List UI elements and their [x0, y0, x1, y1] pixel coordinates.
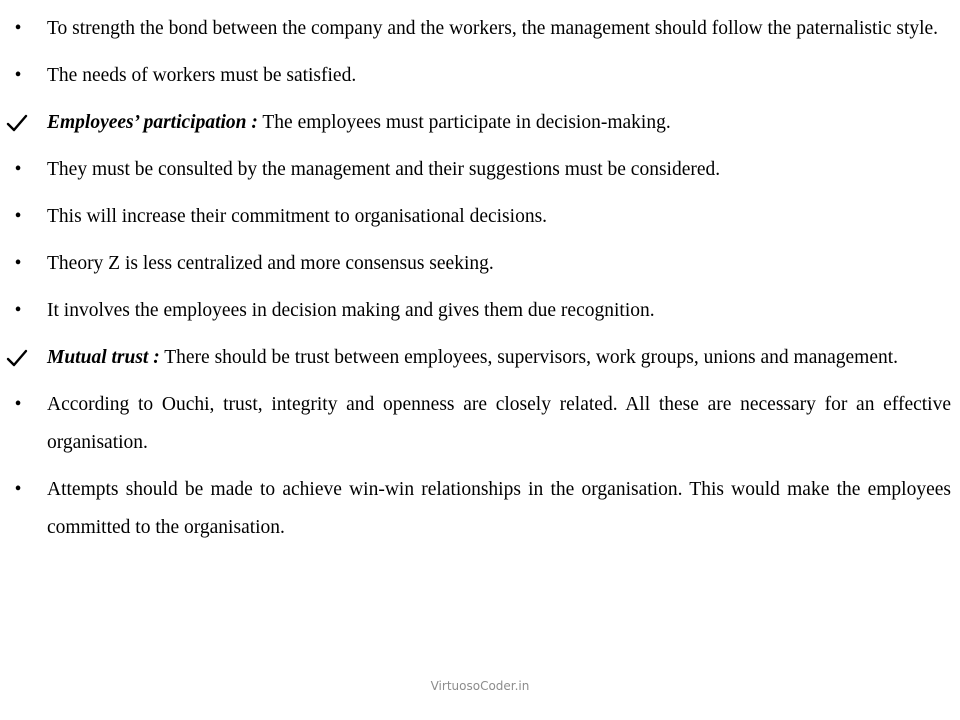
item-term: Employees’ participation :: [47, 112, 258, 133]
bullet-marker: •: [14, 65, 22, 86]
list-item: [0, 151, 960, 189]
list-item: [0, 339, 960, 377]
item-text: It involves the employees in decision making and gives them due recognition.: [47, 300, 655, 321]
item-text: This will increase their commitment to organisational decisions.: [47, 206, 548, 227]
bullet-marker: •: [14, 394, 22, 415]
list-item: [0, 471, 960, 547]
bullet-marker: •: [14, 18, 22, 39]
list-item: [0, 292, 960, 330]
item-text: Attempts should be made to achieve win-win relationships in the organisation. This would make the employees committed to the organisation.: [47, 479, 951, 538]
item-term: Mutual trust :: [47, 347, 160, 368]
list-item: [0, 245, 960, 283]
item-text: The needs of workers must be satisfied.: [47, 65, 357, 86]
item-text: They must be consulted by the management and their suggestions must be considered.: [47, 159, 721, 180]
item-text: To strength the bond between the company and the workers, the management should follow the paternalistic style.: [47, 18, 939, 39]
list-item: [0, 386, 960, 462]
bullet-marker: •: [14, 159, 22, 180]
item-text: According to Ouchi, trust, integrity and openness are closely related. All these are necessary for an effective organisation.: [47, 394, 951, 453]
list-item: [0, 10, 960, 48]
list-item: [0, 104, 960, 142]
bullet-marker: •: [14, 300, 22, 321]
check-icon: [6, 114, 28, 132]
item-text: There should be trust between employees, supervisors, work groups, unions and management.: [159, 347, 899, 368]
bullet-marker: •: [14, 253, 22, 274]
item-text: The employees must participate in decision-making.: [257, 112, 671, 133]
bullet-marker: •: [14, 206, 22, 227]
list-item: [0, 57, 960, 95]
item-text: Theory Z is less centralized and more consensus seeking.: [47, 253, 494, 274]
bullet-list: [0, 10, 960, 556]
bullet-marker: •: [14, 479, 22, 500]
list-item: [0, 198, 960, 236]
footer-watermark: VirtuosoCoder.in: [430, 679, 530, 693]
check-icon: [6, 349, 28, 367]
